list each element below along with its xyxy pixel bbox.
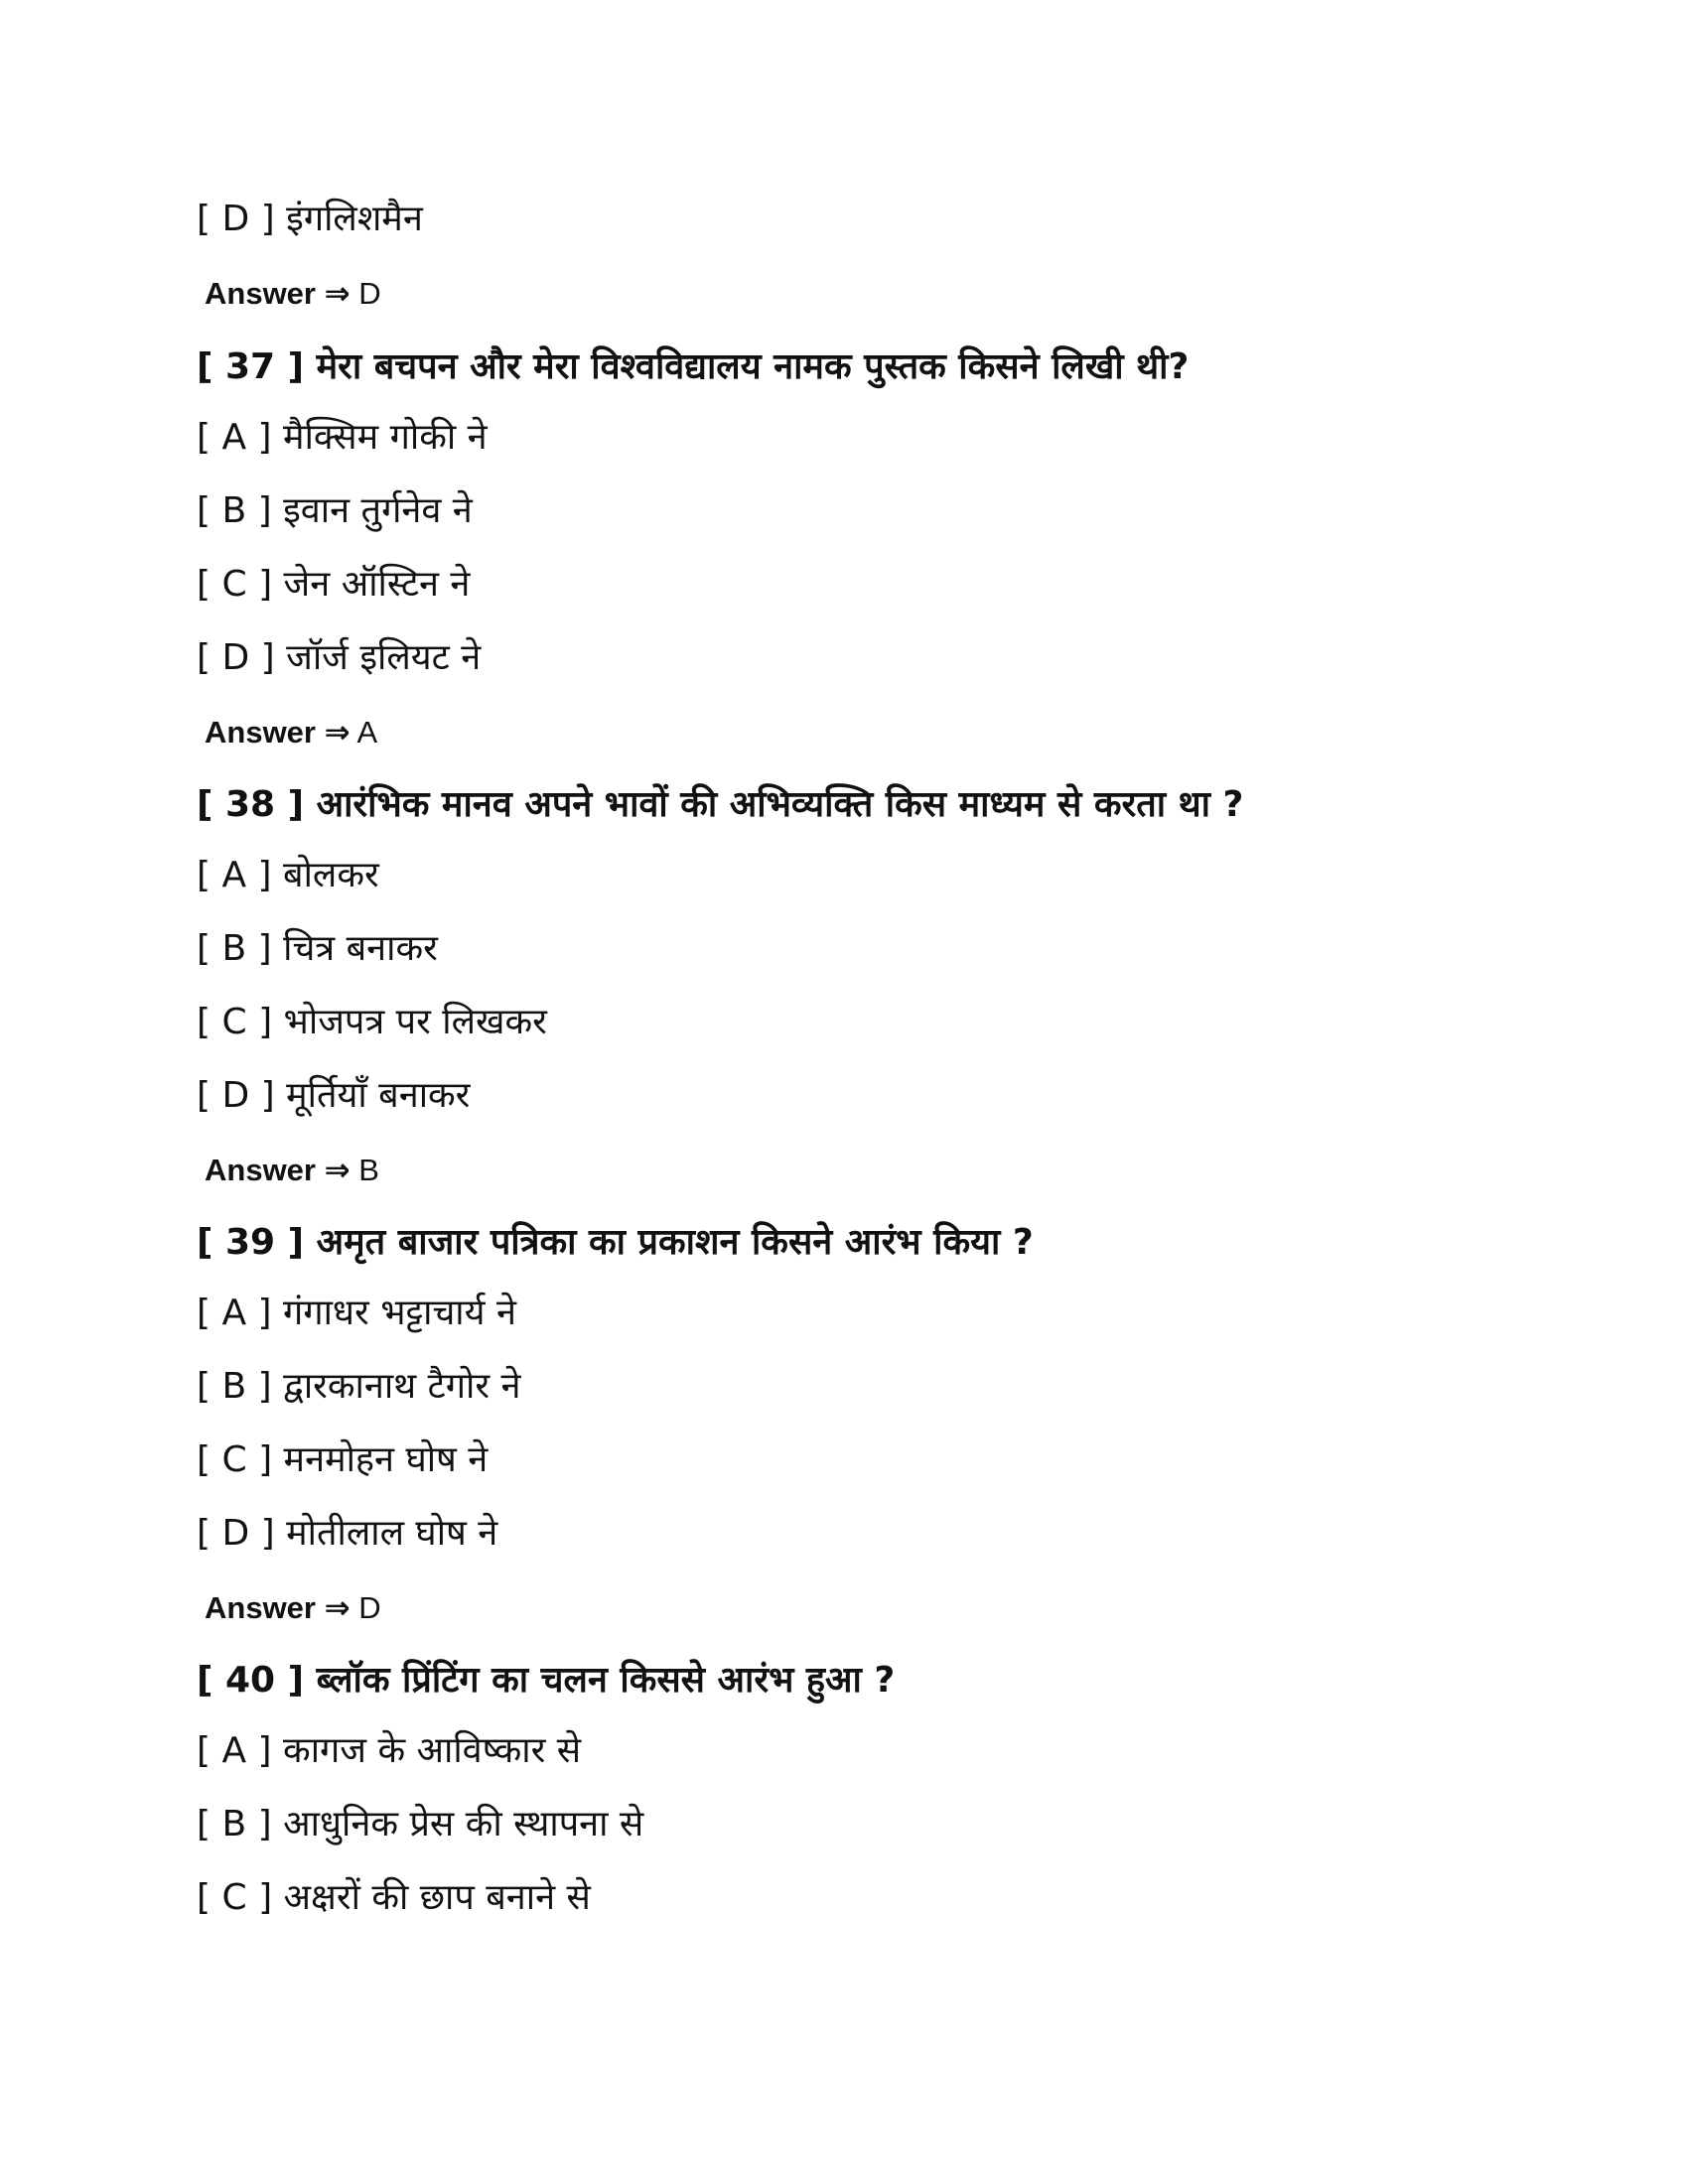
- q37-option-a: [ A ] मैक्सिम गोकी ने: [197, 417, 488, 458]
- answer-arrow: ⇒: [324, 715, 351, 751]
- q39-option-d: [ D ] मोतीलाल घोष ने: [197, 1513, 498, 1554]
- question-37: [ 37 ] मेरा बचपन और मेरा विश्वविद्यालय नामक पुस्तक किसने लिखी थी?: [197, 346, 1190, 387]
- answer-label: Answer: [205, 276, 316, 311]
- q40-option-a: [ A ] कागज के आविष्कार से: [197, 1730, 582, 1771]
- q39-option-c: [ C ] मनमोहन घोष ने: [197, 1439, 489, 1480]
- q38-option-b: [ B ] चित्र बनाकर: [197, 928, 438, 969]
- q38-option-c: [ C ] भोजपत्र पर लिखकर: [197, 1002, 547, 1042]
- q39-option-b: [ B ] द्वारकानाथ टैगोर ने: [197, 1366, 521, 1407]
- q37-option-d: [ D ] जॉर्ज इलियट ने: [197, 637, 482, 678]
- q36-answer: [205, 278, 381, 310]
- q40-option-b: [ B ] आधुनिक प्रेस की स्थापना से: [197, 1804, 644, 1844]
- q38-option-a: [ A ] बोलकर: [197, 855, 379, 895]
- q37-option-c: [ C ] जेन ऑस्टिन ने: [197, 564, 471, 605]
- q38-option-d: [ D ] मूर्तियाँ बनाकर: [197, 1075, 471, 1116]
- answer-value: B: [358, 1153, 379, 1187]
- question-40: [ 40 ] ब्लॉक प्रिंटिंग का चलन किससे आरंभ हुआ ?: [197, 1660, 896, 1701]
- answer-arrow: ⇒: [324, 1590, 351, 1626]
- answer-label: Answer: [205, 1153, 316, 1187]
- q37-option-b: [ B ] इवान तुर्गनेव ने: [197, 490, 473, 531]
- answer-arrow: ⇒: [324, 276, 351, 312]
- answer-value: D: [358, 1590, 381, 1625]
- answer-label: Answer: [205, 1590, 316, 1625]
- q38-answer: [205, 1155, 379, 1186]
- question-39: [ 39 ] अमृत बाजार पत्रिका का प्रकाशन किसने आरंभ किया ?: [197, 1222, 1034, 1263]
- question-38: [ 38 ] आरंभिक मानव अपने भावों की अभिव्यक्ति किस माध्यम से करता था ?: [197, 784, 1244, 825]
- q39-option-a: [ A ] गंगाधर भट्टाचार्य ने: [197, 1293, 516, 1333]
- q36-option-d: [ D ] इंगलिशमैन: [197, 199, 423, 239]
- q40-option-c: [ C ] अक्षरों की छाप बनाने से: [197, 1877, 591, 1918]
- answer-value: A: [356, 715, 378, 750]
- answer-label: Answer: [205, 715, 316, 750]
- q37-answer: [205, 717, 377, 749]
- answer-value: D: [358, 276, 381, 311]
- q39-answer: [205, 1592, 381, 1624]
- answer-arrow: ⇒: [324, 1153, 351, 1188]
